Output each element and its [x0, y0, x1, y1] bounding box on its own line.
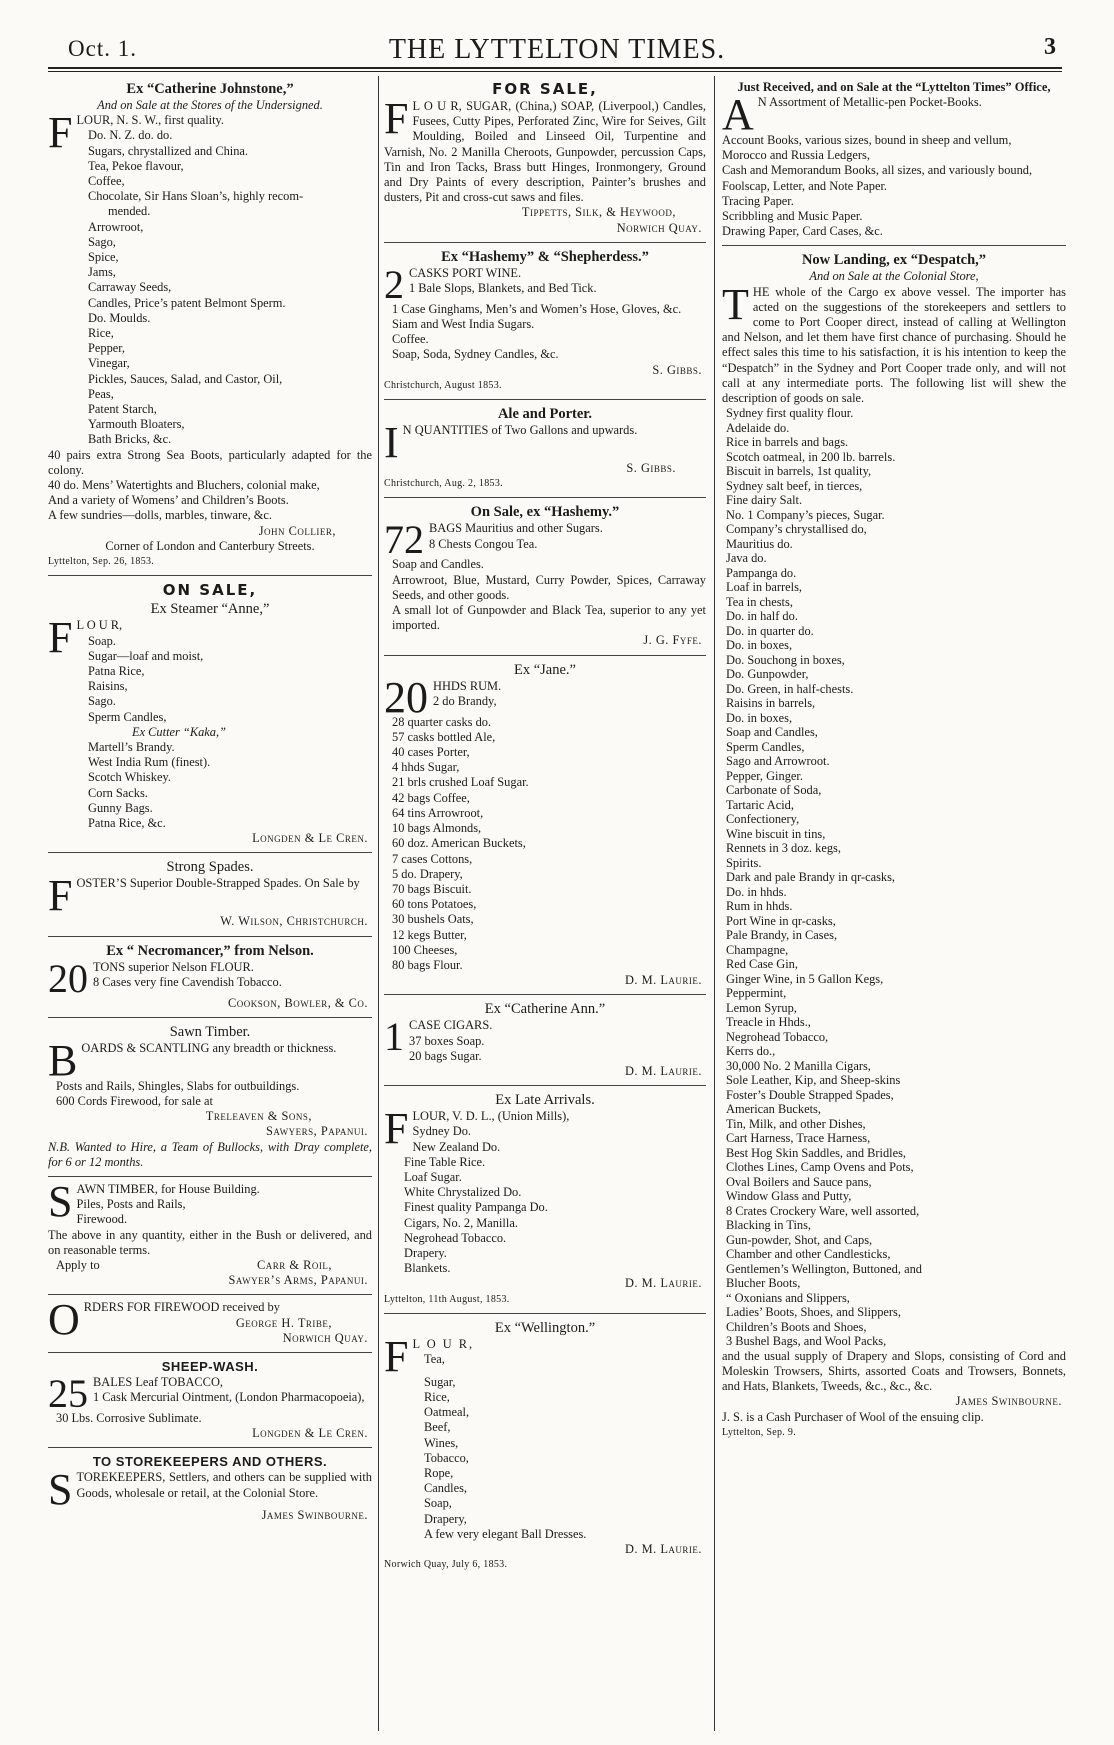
list-item: Chocolate, Sir Hans Sloan’s, highly recom-	[88, 189, 304, 204]
list-item: 8 Cases very fine Cavendish Tobacco.	[93, 974, 282, 989]
list-item: Sago,	[88, 234, 116, 249]
list-item: Carraway Seeds,	[88, 280, 172, 295]
list-item: Raisins in barrels,	[726, 696, 816, 711]
ad-first-line: L O U R,	[76, 618, 123, 633]
list-item: 3 Bushel Bags, and Wool Packs,	[726, 1334, 887, 1349]
list-item: Tobacco,	[424, 1450, 469, 1465]
ad-heading: Just Received, and on Sale at the “Lyttelton Times” Office,	[737, 80, 1051, 94]
list-item: Firewood.	[76, 1212, 128, 1227]
list-item: 7 cases Cottons,	[392, 851, 473, 866]
ad-heading: ON SALE,	[162, 581, 258, 600]
advertiser-name: Longden & Le Cren.	[252, 1426, 368, 1441]
ad-body: N QUANTITIES of Two Gallons and upwards.	[402, 423, 638, 438]
list-item: Tea, Pekoe flavour,	[88, 158, 184, 173]
ad-first-line: TONS superior Nelson FLOUR.	[93, 959, 254, 974]
list-item: Biscuit in barrels, 1st quality,	[726, 464, 872, 479]
list-item: Fine Table Rice.	[404, 1154, 486, 1169]
list-item: 20 bags Sugar.	[409, 1048, 482, 1063]
list-item: Drawing Paper, Card Cases, &c.	[722, 224, 883, 239]
ad-storekeepers	[48, 1448, 372, 1529]
list-item: 1 Case Ginghams, Men’s and Women’s Hose, Gloves, &c.	[392, 301, 682, 316]
list-item: Peppermint,	[726, 986, 787, 1001]
ad-despatch	[722, 246, 1066, 1446]
list-item: A small lot of Gunpowder and Black Tea, superior to any yet imported.	[392, 603, 706, 633]
list-item: New Zealand Do.	[412, 1139, 501, 1154]
list-item: Account Books, various sizes, bound in sheep and vellum,	[722, 133, 1012, 147]
list-item: 30 Lbs. Corrosive Sublimate.	[56, 1411, 202, 1425]
list-item: Do. in hhds.	[726, 884, 787, 899]
list-item: Kerrs do.,	[726, 1044, 776, 1059]
list-item: Do. in quarter do.	[726, 623, 814, 638]
list-item: Java do.	[726, 551, 767, 566]
advertiser-name: James Swinbourne.	[955, 1394, 1062, 1409]
list-item: 60 doz. American Buckets,	[392, 836, 526, 851]
ad-hashemy-shepherdess	[384, 243, 706, 400]
list-item: Do. in boxes,	[726, 638, 793, 653]
ad-date: Christchurch, August 1853.	[384, 379, 502, 391]
ad-firewood	[48, 1295, 372, 1353]
ad-body: OSTER’S Superior Double-Strapped Spades. On Sale by	[76, 876, 360, 891]
list-item: 80 bags Flour.	[392, 957, 463, 972]
list-item: Arrowroot,	[88, 219, 144, 234]
drop-cap: A	[722, 90, 754, 139]
list-item: Spirits.	[726, 855, 762, 870]
masthead-rule	[48, 67, 1062, 69]
list-item: Blankets.	[404, 1261, 451, 1276]
goods-list	[48, 634, 372, 832]
list-item: Wine biscuit in tins,	[726, 826, 826, 841]
ad-first-line: N Assortment of Metallic-pen Pocket-Books.	[757, 95, 982, 109]
ad-heading: FOR SALE,	[492, 80, 598, 98]
list-item: White Chrystalized Do.	[404, 1185, 522, 1200]
ad-late-arrivals	[384, 1086, 706, 1314]
list-item: Cash and Memorandum Books, all sizes, and variously bound,	[722, 163, 1033, 178]
list-item: A few very elegant Ball Dresses.	[424, 1526, 587, 1541]
list-item: Do. N. Z. do. do.	[88, 128, 173, 143]
list-item: Children’s Boots and Shoes,	[726, 1319, 867, 1334]
drop-cap: B	[48, 1035, 78, 1085]
list-item: 57 casks bottled Ale,	[392, 729, 496, 744]
advertiser-name: John Collier,	[258, 523, 336, 538]
ad-catherine-johnstone	[48, 75, 372, 576]
ad-hashemy-sugars	[384, 498, 706, 655]
ad-first-line: LOUR, V. D. L., (Union Mills),	[412, 1109, 570, 1124]
advertiser-name: D. M. Laurie.	[624, 1542, 702, 1557]
ad-necromancer	[48, 937, 372, 1018]
list-item: Sydney Do.	[412, 1124, 471, 1139]
list-item: Do. Moulds.	[88, 310, 151, 325]
list-item: Ladies’ Boots, Shoes, and Slippers,	[726, 1305, 901, 1320]
list-item: Soap and Candles.	[392, 557, 484, 572]
list-item: Dark and pale Brandy in qr-casks,	[726, 870, 896, 885]
list-item: Soap and Candles,	[726, 725, 818, 740]
list-item: Loaf in barrels,	[726, 580, 803, 595]
quantity-numeral: 20	[384, 672, 428, 722]
list-item: Coffee.	[392, 332, 429, 347]
column-divider-1	[378, 76, 379, 1731]
list-item: Window Glass and Putty,	[726, 1189, 852, 1204]
list-item: Treacle in Hhds.,	[726, 1015, 811, 1030]
ad-sheep-wash	[48, 1353, 372, 1448]
quantity-numeral: 25	[48, 1371, 88, 1416]
drop-cap: F	[48, 871, 73, 921]
list-item: Chamber and other Candlesticks,	[726, 1247, 891, 1262]
newspaper-title: THE LYTTELTON TIMES.	[388, 34, 726, 65]
ad-body: TOREKEEPERS, Settlers, and others can be supplied with Goods, wholesale or retail, at the Colonial Store.	[76, 1470, 372, 1500]
list-item: Jams,	[88, 265, 116, 280]
list-item: 28 quarter casks do.	[392, 714, 492, 729]
list-item: Do. in boxes,	[726, 710, 793, 725]
ad-on-sale-anne	[48, 576, 372, 853]
list-item: 40 cases Porter,	[392, 745, 470, 760]
masthead	[44, 30, 1070, 70]
list-item: And a variety of Womens’ and Children’s Boots.	[48, 493, 289, 508]
list-item: Blacking in Tins,	[726, 1218, 812, 1233]
list-item: Corn Sacks.	[88, 785, 148, 800]
list-item: Tea in chests,	[726, 594, 793, 609]
list-item: 12 kegs Butter,	[392, 927, 467, 942]
advertiser-name: S. Gibbs.	[626, 461, 676, 476]
list-item: Sperm Candles,	[726, 739, 805, 754]
list-item: Patna Rice, &c.	[88, 815, 166, 830]
list-item: Candles,	[424, 1481, 468, 1496]
ad-date: Christchurch, Aug. 2, 1853.	[384, 478, 503, 490]
list-item: Rice,	[88, 326, 114, 341]
ad-for-sale	[384, 75, 706, 243]
ad-closing: and the usual supply of Drapery and Slops, consisting of Cord and Moleskin Trowsers, Shirts, assorted Coats and Trowsers, Bonnets, and Hats, Blankets, Tweeds, &c., &c., &c.	[722, 1348, 1066, 1394]
list-item: Champagne,	[726, 942, 789, 957]
ad-heading: Ex Late Arrivals.	[495, 1092, 595, 1109]
advertiser-name: Tippetts, Silk, & Heywood,	[521, 205, 676, 220]
ad-date: Norwich Quay, July 6, 1853.	[384, 1559, 508, 1571]
drop-cap: I	[384, 418, 399, 468]
list-item: Scotch Whiskey.	[88, 770, 171, 785]
advertiser-name: W. Wilson, Christchurch.	[220, 914, 368, 929]
list-item: 5 do. Drapery,	[392, 866, 463, 881]
list-item: Peas,	[88, 386, 114, 401]
list-item: Adelaide do.	[726, 420, 790, 435]
quantity-numeral: 2	[384, 261, 404, 307]
list-item: Cart Harness, Trace Harness,	[726, 1131, 871, 1146]
list-item: Sago.	[88, 694, 116, 709]
list-item: Lemon Syrup,	[726, 1000, 797, 1015]
drop-cap: O	[48, 1295, 80, 1345]
list-item: Siam and West India Sugars.	[392, 317, 535, 332]
list-item: Rice in barrels and bags.	[726, 435, 849, 450]
list-item: Pepper,	[88, 341, 126, 356]
advertiser-name: D. M. Laurie.	[624, 1276, 702, 1291]
ad-body: L O U R, SUGAR, (China,) SOAP, (Liverpool,) Candles, Fusees, Cutty Pipes, Perforated Zinc, Wire for Seives, Gilt Moulding, Boiled and Linseed Oil, Turpentine and Varnish, No. 2 Manilla Cheroots, Gunpowder, percussion Caps, Tin and Iron Tacks, Brass butt Hinges, Ironmongery, Ground and Dry Paints of every description, Painter’s brushes and dusters, Pit and cross-cut saws and files.	[384, 99, 706, 205]
list-item: Ginger Wine, in 5 Gallon Kegs,	[726, 971, 884, 986]
list-item: Cigars, No. 2, Manilla.	[404, 1215, 518, 1230]
ad-first-line: L O U R,	[412, 1336, 475, 1351]
ad-note: J. S. is a Cash Purchaser of Wool of the ensuing clip.	[722, 1409, 984, 1424]
list-item: Vinegar,	[88, 356, 130, 371]
list-item: Fine dairy Salt.	[726, 493, 803, 508]
list-item: Sperm Candles,	[88, 709, 167, 724]
list-item: Morocco and Russia Ledgers,	[722, 148, 870, 163]
quantity-numeral: 20	[48, 955, 88, 1001]
ad-subheading: And on Sale at the Stores of the Undersigned.	[97, 98, 323, 112]
list-item: 40 do. Mens’ Watertights and Bluchers, colonial make,	[48, 478, 320, 493]
advertiser-address: Sawyer’s Arms, Papanui.	[228, 1273, 368, 1288]
list-item: 8 Chests Congou Tea.	[429, 536, 538, 551]
list-item: Tea,	[424, 1351, 445, 1366]
drop-cap: F	[384, 94, 409, 143]
list-item: mended.	[108, 204, 151, 219]
list-item: Gunny Bags.	[88, 800, 153, 815]
list-item: Patent Starch,	[88, 402, 157, 417]
ad-wellington	[384, 1314, 706, 1579]
list-item: Port Wine in qr-casks,	[726, 913, 836, 928]
list-item: Raisins,	[88, 679, 128, 694]
goods-list	[722, 406, 1066, 1349]
list-item: Oval Boilers and Sauce pans,	[726, 1174, 872, 1189]
drop-cap: F	[384, 1331, 409, 1381]
list-item: Sole Leather, Kip, and Sheep-skins	[726, 1073, 901, 1088]
advertiser-name: D. M. Laurie.	[624, 1063, 702, 1078]
ad-heading: Ex “Wellington.”	[494, 1319, 596, 1336]
drop-cap: F	[48, 108, 73, 158]
list-item: Wines,	[424, 1435, 459, 1450]
advertiser-address: Norwich Quay.	[616, 220, 702, 235]
list-item: Negrohead Tobacco,	[726, 1029, 829, 1044]
ad-first-line: LOUR, N. S. W., first quality.	[76, 113, 225, 128]
goods-list	[384, 694, 706, 973]
cutter-heading: Ex Cutter “Kaka,”	[132, 724, 226, 739]
advertiser-name: Carr & Roil,	[257, 1257, 332, 1272]
list-item: Best Hog Skin Saddles, and Bridles,	[726, 1145, 907, 1160]
list-item: 70 bags Biscuit.	[392, 881, 472, 896]
advertiser-name: D. M. Laurie.	[624, 973, 702, 988]
list-item: A few sundries—dolls, marbles, tinware, &c.	[48, 508, 273, 523]
list-item: Clothes Lines, Camp Ovens and Pots,	[726, 1160, 914, 1175]
list-item: Sugar,	[424, 1374, 456, 1389]
list-item: Pickles, Sauces, Salad, and Castor, Oil,	[88, 371, 283, 386]
list-item: Rope,	[424, 1466, 454, 1480]
list-item: 8 Crates Crockery Ware, well assorted,	[726, 1203, 920, 1218]
list-item: Sugars, chrystallized and China.	[88, 143, 249, 158]
ad-first-line: BALES Leaf TOBACCO,	[93, 1375, 223, 1389]
list-item: American Buckets,	[726, 1102, 821, 1117]
ad-body: RDERS FOR FIREWOOD received by	[83, 1300, 280, 1315]
list-item: Sydney salt beef, in tierces,	[726, 478, 863, 493]
advertiser-name: Treleaven & Sons,	[205, 1109, 312, 1124]
list-item: West India Rum (finest).	[88, 755, 211, 770]
ad-sawn-timber	[48, 1018, 372, 1177]
ad-date: Lyttelton, Sep. 9.	[722, 1426, 797, 1438]
column-2	[384, 75, 706, 1733]
list-item: Soap,	[424, 1496, 452, 1511]
goods-list	[48, 128, 372, 447]
ad-first-line: CASE CIGARS.	[409, 1018, 493, 1033]
list-item: “ Oxonians and Slippers,	[726, 1290, 850, 1305]
advertiser-name: James Swinbourne.	[261, 1508, 368, 1523]
list-item: Tracing Paper.	[722, 193, 794, 208]
list-item: Sago and Arrowroot.	[726, 754, 830, 769]
list-item: Scotch oatmeal, in 200 lb. barrels.	[726, 449, 896, 464]
column-1	[48, 75, 372, 1733]
list-item: Yarmouth Bloaters,	[88, 417, 185, 432]
list-item: Arrowroot, Blue, Mustard, Curry Powder, Spices, Carraway Seeds, and other goods.	[392, 572, 706, 602]
drop-cap: S	[48, 1176, 73, 1226]
list-item: Beef,	[424, 1420, 451, 1435]
list-item: 1 Bale Slops, Blankets, and Bed Tick.	[409, 281, 597, 296]
issue-date: Oct. 1.	[68, 36, 137, 61]
list-item: Gun-powder, Shot, and Caps,	[726, 1232, 873, 1247]
ad-first-line: AWN TIMBER, for House Building.	[76, 1181, 260, 1196]
list-item: Rice,	[424, 1389, 450, 1404]
column-divider-2	[714, 76, 715, 1731]
ad-heading: TO STOREKEEPERS AND OTHERS.	[92, 1454, 328, 1470]
ad-heading: Ex “Catherine Johnstone,”	[126, 81, 294, 97]
goods-list	[722, 133, 1066, 239]
ad-body: OARDS & SCANTLING any breadth or thickness.	[81, 1040, 337, 1055]
advertiser-name: Cookson, Bowler, & Co.	[227, 995, 368, 1010]
ad-heading: Sawn Timber.	[169, 1023, 251, 1040]
list-item: 64 tins Arrowroot,	[392, 805, 484, 820]
list-item: Finest quality Pampanga Do.	[404, 1200, 548, 1215]
column-3	[722, 75, 1066, 1733]
ad-heading: Ale and Porter.	[497, 406, 593, 423]
list-item: 1 Cask Mercurial Ointment, (London Pharmacopoeia),	[93, 1390, 365, 1405]
list-item: Sugar—loaf and moist,	[88, 648, 204, 663]
list-item: Do. Souchong in boxes,	[726, 652, 845, 667]
list-item: 4 hhds Sugar,	[392, 760, 460, 775]
advertiser-address: Norwich Quay.	[282, 1330, 368, 1345]
ad-house-timber	[48, 1177, 372, 1295]
list-item: Drapery,	[424, 1511, 467, 1526]
list-item: Do. Green, in half-chests.	[726, 681, 854, 696]
ad-note: N.B. Wanted to Hire, a Team of Bullocks, with Dray complete, for 6 or 12 months.	[48, 1139, 372, 1169]
ad-ale-porter	[384, 400, 706, 498]
list-item: Red Case Gin,	[726, 957, 798, 972]
list-item: Scribbling and Music Paper.	[722, 209, 863, 224]
list-item: 100 Cheeses,	[392, 942, 458, 957]
ad-body: HE whole of the Cargo ex above vessel. The importer has acted on the suggestions of the storekeepers and settlers to come to Port Cooper direct, instead of calling at Wellington and Nelson, and let them have first chance of purchasing. Should he effect sales this time to his satisfaction, it is his intention to keep the “Despatch” in the Sydney and Port Cooper trade only, and will not call at any intermediate ports. The following list will shew the description of goods on sale.	[722, 284, 1066, 406]
list-item: Bath Bricks, &c.	[88, 432, 172, 447]
list-item: Soap.	[88, 633, 116, 648]
list-item: Rum in hhds.	[726, 899, 793, 914]
drop-cap: S	[48, 1465, 73, 1515]
ad-heading: Ex “Catherine Ann.”	[484, 1001, 606, 1018]
list-item: Coffee,	[88, 174, 125, 189]
list-item: 30 bushels Oats,	[392, 912, 474, 927]
list-item: Pepper, Ginger.	[726, 768, 803, 783]
list-item: Pale Brandy, in Cases,	[726, 928, 838, 943]
ad-heading: On Sale, ex “Hashemy.”	[470, 504, 620, 521]
ad-first-line: BAGS Mauritius and other Sugars.	[429, 521, 603, 536]
ad-heading: Ex “Hashemy” & “Shepherdess.”	[441, 248, 649, 265]
goods-list	[384, 1352, 706, 1542]
ad-stationery	[722, 75, 1066, 246]
list-item: Loaf Sugar.	[404, 1169, 462, 1184]
list-item: Do. in half do.	[726, 609, 798, 624]
list-item: Tin, Milk, and other Dishes,	[726, 1116, 866, 1131]
goods-list	[384, 1124, 706, 1276]
list-item: Carbonate of Soda,	[726, 783, 822, 798]
advertiser-address: Corner of London and Canterbury Streets.	[105, 538, 315, 553]
list-item: Gentlemen’s Wellington, Buttoned, and	[726, 1261, 922, 1276]
list-item: No. 1 Company’s pieces, Sugar.	[726, 507, 885, 522]
ad-heading: Now Landing, ex “Despatch,”	[801, 252, 987, 269]
list-item: Negrohead Tobacco.	[404, 1230, 507, 1245]
list-item: Foster’s Double Strapped Spades,	[726, 1087, 894, 1102]
advertiser-address: Sawyers, Papanui.	[265, 1124, 368, 1139]
ad-date: Lyttelton, Sep. 26, 1853.	[48, 556, 155, 568]
drop-cap: F	[384, 1104, 409, 1154]
list-item: Do. Gunpowder,	[726, 667, 809, 682]
list-item: Pampanga do.	[726, 565, 797, 580]
ad-subheading: Ex Steamer “Anne,”	[150, 601, 270, 618]
ad-heading: Ex “Jane.”	[514, 661, 576, 678]
list-item: 21 brls crushed Loaf Sugar.	[392, 775, 529, 790]
list-item: Patna Rice,	[88, 663, 145, 678]
list-item: 40 pairs extra Strong Sea Boots, particularly adapted for the colony.	[48, 447, 372, 477]
list-item: 42 bags Coffee,	[392, 790, 470, 805]
list-item: 60 tons Potatoes,	[392, 897, 477, 912]
quantity-numeral: 72	[384, 517, 424, 563]
list-item: 30,000 No. 2 Manilla Cigars,	[726, 1058, 871, 1073]
masthead-rule-thin	[48, 71, 1062, 72]
ad-first-line: HHDS RUM.	[433, 678, 502, 693]
ad-heading: SHEEP-WASH.	[161, 1359, 259, 1374]
list-item: 600 Cords Firewood, for sale at	[56, 1093, 213, 1108]
list-item: Mauritius do.	[726, 536, 793, 551]
ad-jane	[384, 656, 706, 996]
drop-cap: F	[48, 613, 73, 663]
list-item: Posts and Rails, Shingles, Slabs for outbuildings.	[56, 1078, 300, 1093]
quantity-numeral: 1	[384, 1014, 404, 1060]
list-item: Oatmeal,	[424, 1405, 470, 1420]
ad-heading: Strong Spades.	[166, 859, 254, 876]
list-item: Blucher Boots,	[726, 1276, 801, 1291]
list-item: Candles, Price’s patent Belmont Sperm.	[88, 295, 286, 310]
ad-heading: Ex “ Necromancer,” from Nelson.	[106, 942, 314, 959]
ad-strong-spades	[48, 853, 372, 936]
list-item: Piles, Posts and Rails,	[76, 1197, 186, 1212]
drop-cap: T	[722, 279, 749, 329]
ad-first-line: CASKS PORT WINE.	[409, 265, 522, 280]
list-item: Confectionery,	[726, 812, 800, 827]
list-item: Rennets in 3 doz. kegs,	[726, 841, 841, 856]
apply-label: Apply to	[56, 1257, 100, 1272]
list-item: 37 boxes Soap.	[409, 1033, 485, 1048]
list-item: 2 do Brandy,	[433, 693, 497, 708]
list-item: Tartaric Acid,	[726, 797, 794, 812]
list-item: Foolscap, Letter, and Note Paper.	[722, 178, 888, 193]
list-item: Sydney first quality flour.	[726, 406, 854, 421]
ad-date: Lyttelton, 11th August, 1853.	[384, 1293, 510, 1305]
list-item: Company’s chrystallised do,	[726, 522, 867, 537]
page-number: 3	[1044, 34, 1056, 60]
ad-body: The above in any quantity, either in the Bush or delivered, and on reasonable terms.	[48, 1227, 372, 1257]
advertiser-name: S. Gibbs.	[652, 362, 702, 377]
advertiser-name: J. G. Fyfe.	[643, 633, 702, 648]
ad-subheading: And on Sale at the Colonial Store,	[809, 269, 979, 284]
advertiser-name: Longden & Le Cren.	[252, 831, 368, 846]
advertiser-name: George H. Tribe,	[235, 1315, 332, 1330]
list-item: Spice,	[88, 250, 119, 265]
ad-catherine-ann	[384, 995, 706, 1086]
list-item: Drapery.	[404, 1245, 447, 1260]
list-item: Soap, Soda, Sydney Candles, &c.	[392, 347, 559, 362]
list-item: Martell’s Brandy.	[88, 739, 175, 754]
list-item: 10 bags Almonds,	[392, 821, 482, 836]
